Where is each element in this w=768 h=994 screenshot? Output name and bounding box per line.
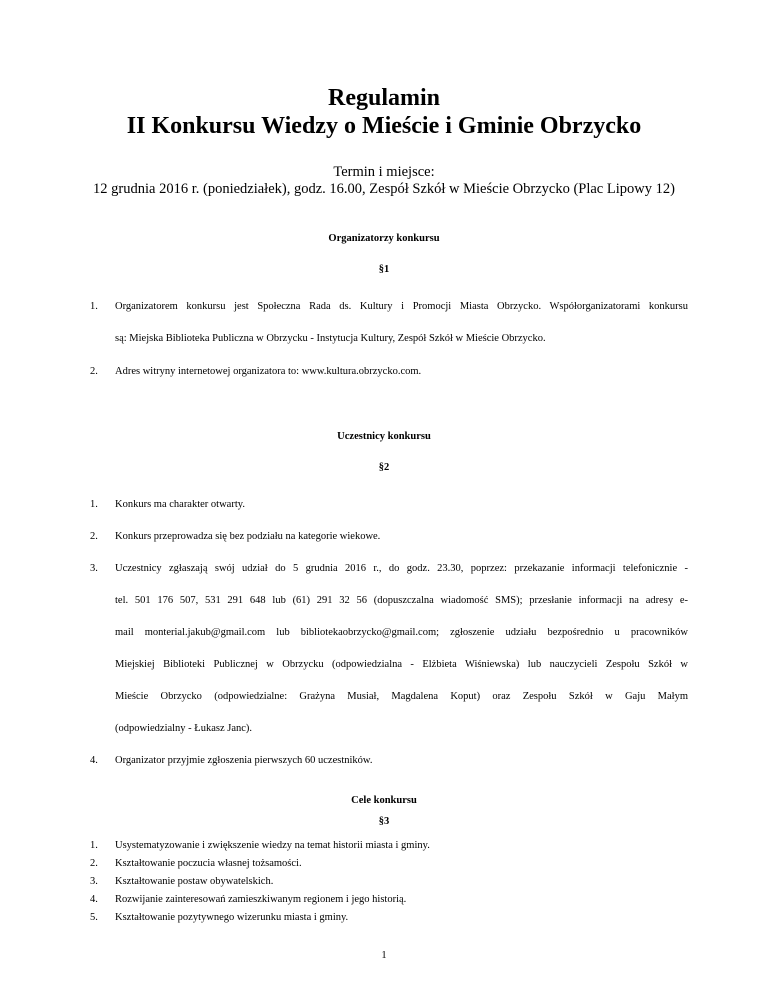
item-text-line: Rozwijanie zainteresowań zamieszkiwanym regionem i jego historią. [115,894,407,905]
item-text-line: są: Miejska Biblioteka Publiczna w Obrzycku - Instytucja Kultury, Zespół Szkół w Mieście Obrzycko. [115,333,546,344]
item-number: 3. [90,876,98,887]
item-text-line: tel. 501 176 507, 531 291 648 lub (61) 291 32 56 (dopuszczalna wiadomość SMS); przesłanie informacji na adresy e- [115,595,688,606]
item-text-line: (odpowiedzialny - Łukasz Janc). [115,723,253,734]
item-text-line: Konkurs przeprowadza się bez podziału na kategorie wiekowe. [115,531,381,542]
item-number: 3. [90,563,98,574]
section-paragraph-3: §3 [378,816,390,827]
item-text-line: Kształtowanie pozytywnego wizerunku miasta i gminy. [115,912,349,923]
item-number: 2. [90,858,98,869]
document-subtitle: II Konkursu Wiedzy o Mieście i Gminie Obrzycko [126,113,642,139]
section-paragraph-1: §1 [378,264,390,275]
item-text-line: Kształtowanie poczucia własnej tożsamości. [115,858,302,869]
item-text-line: Adres witryny internetowej organizatora to: www.kultura.obrzycko.com. [115,366,422,377]
page-number: 1 [381,950,387,961]
item-text-line: Kształtowanie postaw obywatelskich. [115,876,274,887]
item-text-line: Miejskiej Biblioteki Publicznej w Obrzycku (odpowiedzialna - Elżbieta Wiśniewska) lub nauczycieli Zespołu Szkół w [115,659,688,670]
item-number: 4. [90,755,98,766]
item-number: 1. [90,499,98,510]
section-paragraph-2: §2 [378,462,390,473]
item-number: 2. [90,531,98,542]
item-text-line: Organizator przyjmie zgłoszenia pierwszych 60 uczestników. [115,755,373,766]
item-text-line: Mieście Obrzycko (odpowiedzialne: Grażyna Musiał, Magdalena Koput) oraz Zespołu Szkół w Gaju Małym [115,691,688,702]
document-title: Regulamin [327,85,440,111]
item-text-line: Uczestnicy zgłaszają swój udział do 5 grudnia 2016 r., do godz. 23.30, poprzez: przekazanie informacji telefonicznie - [115,563,688,574]
item-text-line: Organizatorem konkursu jest Społeczna Rada ds. Kultury i Promocji Miasta Obrzycko. Współorganizatorami konkursu [115,301,688,312]
item-number: 4. [90,894,98,905]
item-number: 5. [90,912,98,923]
item-number: 1. [90,840,98,851]
section-heading-goals: Cele konkursu [351,795,417,806]
item-number: 1. [90,301,98,312]
item-number: 2. [90,366,98,377]
item-text-line: Usystematyzowanie i zwiększenie wiedzy na temat historii miasta i gminy. [115,840,430,851]
when-where-value: 12 grudnia 2016 r. (poniedziałek), godz. 16.00, Zespół Szkół w Mieście Obrzycko (Plac Lipowy 12) [93,181,675,197]
section-heading-participants: Uczestnicy konkursu [337,431,431,442]
item-text-line: mail monterial.jakub@gmail.com lub bibliotekaobrzycko@gmail.com; zgłoszenie udziału bezpośrednio u pracowników [115,627,688,638]
item-text-line: Konkurs ma charakter otwarty. [115,499,245,510]
section-heading-organizers: Organizatorzy konkursu [328,233,440,244]
when-where-label: Termin i miejsce: [333,164,435,180]
